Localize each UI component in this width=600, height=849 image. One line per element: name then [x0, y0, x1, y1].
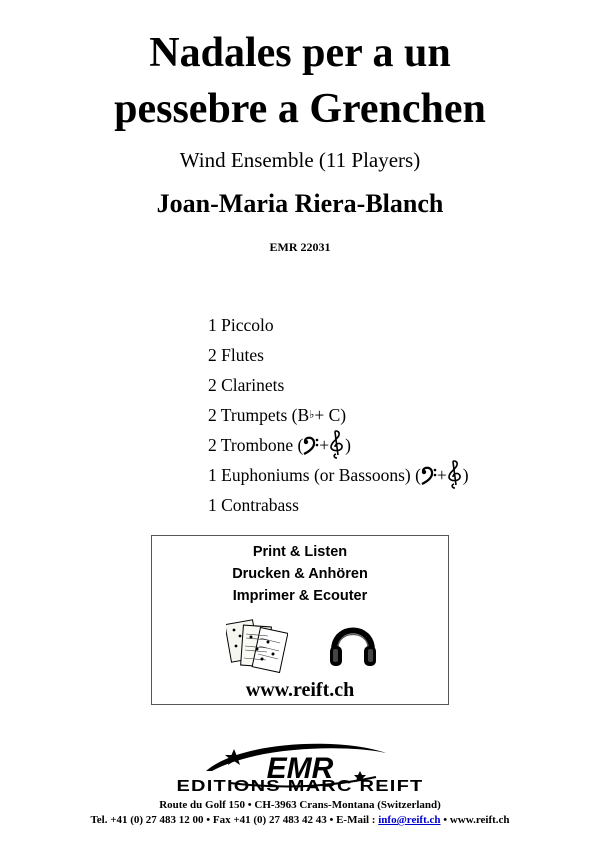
instrument-label: 2 Flutes [208, 345, 264, 365]
instrument-label: 1 Contrabass [208, 495, 299, 515]
instrument-item [208, 370, 469, 400]
title-line-1: Nadales per a un [149, 30, 451, 76]
instrument-item [208, 400, 469, 430]
treble-clef-icon [329, 430, 345, 460]
headphones-icon [328, 616, 378, 677]
instrument-label: 2 Trombone ( [208, 435, 304, 455]
instrument-label-suffix: ) [462, 465, 469, 485]
bass-clef-icon [421, 465, 437, 485]
composer: Joan-Maria Riera-Blanch [156, 189, 444, 218]
instrument-label-suffix: + C) [314, 405, 347, 425]
instrument-item [208, 430, 469, 460]
bass-clef-icon [303, 435, 319, 455]
catalog-number: EMR 22031 [269, 240, 331, 254]
subtitle: Wind Ensemble (11 Players) [179, 148, 421, 172]
sheet-music-icon [226, 616, 288, 679]
title-line-2: pessebre a Grenchen [114, 86, 486, 132]
instrument-item [208, 490, 469, 520]
instrument-item [208, 340, 469, 370]
instrument-list [208, 310, 469, 520]
instrument-label: 2 Clarinets [208, 375, 285, 395]
publisher-address: Route du Golf 150 • CH-3963 Crans-Montana (Switzerland) [159, 799, 441, 811]
instrument-label: 2 Trumpets (B [208, 405, 310, 425]
instrument-item [208, 460, 469, 490]
publisher-name: EDITIONS MARC REIFT [176, 778, 424, 795]
contact-phone-fax: Tel. +41 (0) 27 483 12 00 • Fax +41 (0) 27 483 42 43 • E-Mail : [90, 814, 379, 826]
plus-sign: + [319, 435, 330, 455]
treble-clef-icon [447, 460, 463, 490]
promo-line-english: Print & Listen [252, 544, 348, 560]
contact-website: • www.reift.ch [440, 814, 510, 826]
promo-line-german: Drucken & Anhören [232, 566, 368, 582]
instrument-label: 1 Piccolo [208, 315, 274, 335]
flat-sign: ♭ [309, 409, 315, 421]
print-listen-box [151, 535, 449, 705]
logo-text: EMR [266, 752, 334, 785]
instrument-item [208, 310, 469, 340]
email-link[interactable]: info@reift.ch [378, 814, 441, 826]
instrument-label-suffix: ) [345, 435, 351, 455]
publisher-contact [0, 814, 600, 826]
plus-sign: + [436, 465, 447, 485]
promo-line-french: Imprimer & Ecouter [232, 588, 368, 604]
website-url[interactable]: www.reift.ch [245, 679, 355, 701]
instrument-label: 1 Euphoniums (or Bassoons) ( [208, 465, 421, 485]
